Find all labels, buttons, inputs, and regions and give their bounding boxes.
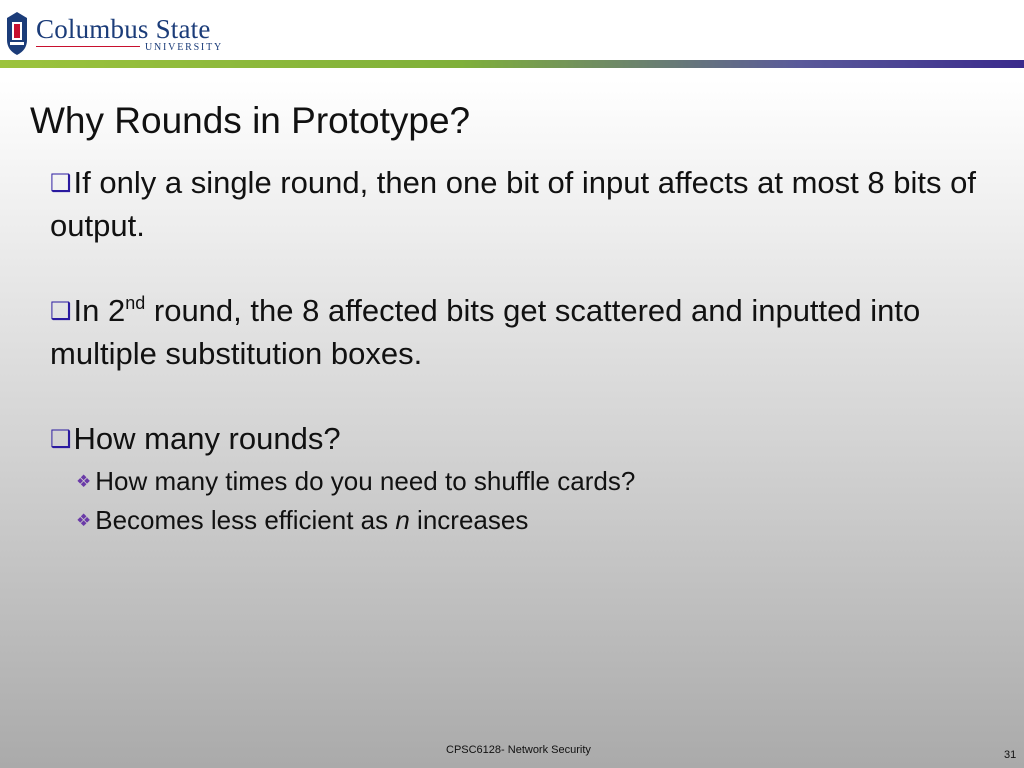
slide-header — [0, 0, 1024, 60]
hollow-square-icon: ❑ — [50, 298, 72, 325]
four-diamond-icon: ❖ — [76, 472, 92, 491]
sub-bullet-item-2 — [76, 504, 528, 537]
sub-bullet-text-before: Becomes less efficient as — [95, 505, 396, 535]
bullet-text-before: In 2 — [73, 293, 126, 328]
slide-title: Why Rounds in Prototype? — [30, 100, 471, 141]
bullet-superscript: nd — [125, 293, 146, 313]
page-number: 31 — [1004, 749, 1017, 761]
bullet-text: If only a single round, then one bit of input affects at most 8 bits of output. — [50, 165, 976, 243]
bullet-text-after: round, the 8 affected bits get scattered and inputted into multiple substitution boxes. — [50, 293, 921, 371]
italic-variable: n — [395, 505, 410, 535]
bullet-item-3 — [50, 418, 1010, 461]
logo-wordmark: Columbus State — [36, 14, 211, 44]
logo-subtitle: UNIVERSITY — [145, 42, 223, 53]
university-logo — [4, 8, 254, 58]
sub-bullet-item-1 — [76, 465, 635, 498]
header-stripe — [0, 60, 1024, 68]
hollow-square-icon: ❑ — [50, 170, 72, 197]
sub-bullet-text: How many times do you need to shuffle cards? — [95, 466, 636, 496]
bullet-item-1 — [50, 162, 1010, 247]
logo-rule — [36, 46, 140, 47]
hollow-square-icon: ❑ — [50, 426, 72, 453]
footer-course: CPSC6128- Network Security — [446, 744, 591, 756]
bullet-text: How many rounds? — [73, 421, 341, 456]
bullet-item-2 — [50, 290, 1010, 375]
university-shield-icon — [4, 10, 30, 56]
sub-bullet-text-after: increases — [409, 505, 529, 535]
four-diamond-icon: ❖ — [76, 511, 92, 530]
